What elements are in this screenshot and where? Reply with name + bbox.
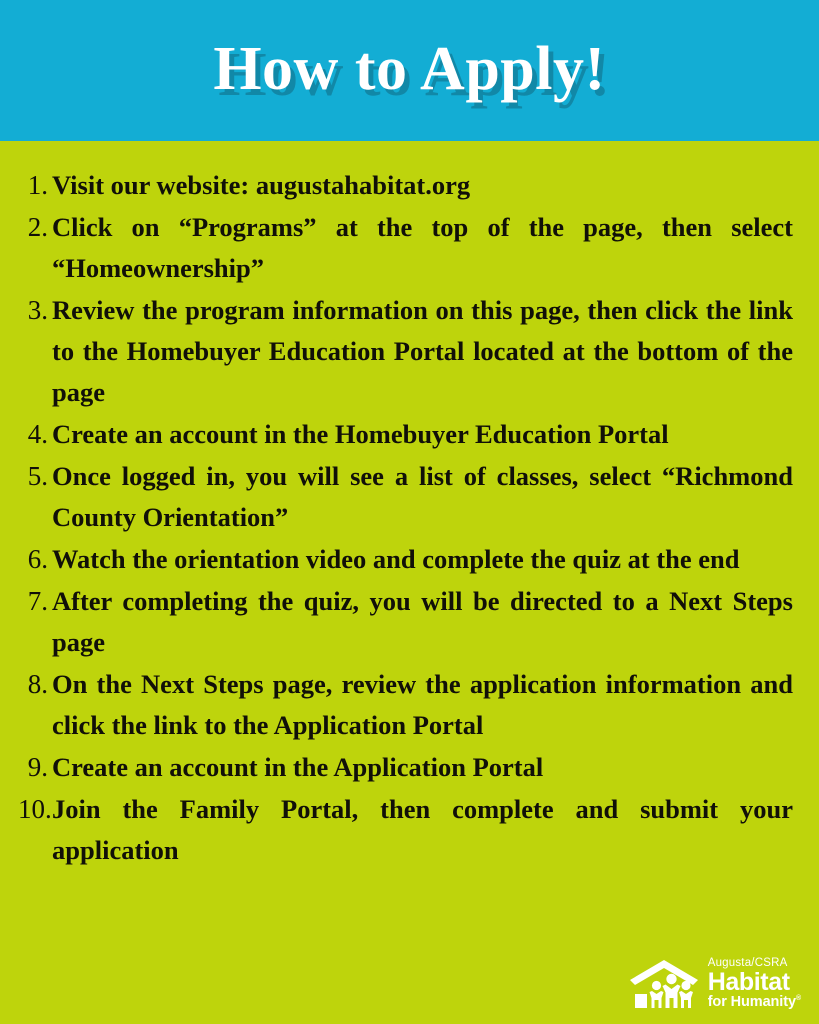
step-text: Review the program information on this page, then click the link to the Homebuyer Education Portal located at the bottom of the page — [52, 295, 793, 407]
step-number: 7. — [27, 586, 48, 616]
step-text: Create an account in the Homebuyer Education Portal — [52, 419, 669, 449]
step-text: Once logged in, you will see a list of classes, select “Richmond County Orientation” — [52, 461, 793, 532]
step-text: Join the Family Portal, then complete and submit your application — [52, 794, 793, 865]
steps-section — [0, 141, 819, 1024]
step-number: 4. — [27, 419, 48, 449]
page-title: How to Apply! — [213, 34, 606, 103]
step-text: Click on “Programs” at the top of the page, then select “Homeownership” — [52, 212, 793, 283]
step-text: After completing the quiz, you will be directed to a Next Steps page — [52, 586, 793, 657]
step-number: 3. — [27, 295, 48, 325]
list-item — [18, 165, 793, 206]
list-item — [18, 747, 793, 788]
list-item — [18, 789, 793, 871]
step-number: 6. — [27, 544, 48, 574]
list-item — [18, 207, 793, 289]
habitat-logo-wordmark — [708, 958, 801, 1010]
steps-list — [18, 165, 793, 871]
logo-brand-name: Habitat — [707, 967, 790, 996]
step-text: Create an account in the Application Portal — [52, 752, 544, 782]
logo-tagline — [708, 995, 801, 1010]
step-text: Watch the orientation video and complete the quiz at the end — [52, 544, 740, 574]
list-item — [18, 664, 793, 746]
list-item — [18, 456, 793, 538]
step-number: 2. — [27, 212, 48, 242]
habitat-logo — [627, 958, 801, 1010]
step-number: 1. — [27, 170, 48, 200]
list-item — [18, 581, 793, 663]
step-number: 8. — [27, 669, 48, 699]
step-number: 9. — [27, 752, 48, 782]
logo-affiliate-name: Augusta/CSRA — [707, 957, 788, 970]
list-item — [18, 290, 793, 413]
poster-header-band — [0, 0, 819, 141]
habitat-house-people-icon — [627, 958, 701, 1010]
registered-trademark-icon: ® — [795, 995, 801, 1003]
step-text: On the Next Steps page, review the application information and click the link to the Application Portal — [52, 669, 793, 740]
list-item — [18, 414, 793, 455]
step-text: Visit our website: augustahabitat.org — [52, 170, 471, 200]
logo-tagline-text: for Humanity — [707, 994, 796, 1011]
list-item — [18, 539, 793, 580]
step-number: 10. — [18, 794, 52, 824]
step-number: 5. — [27, 461, 48, 491]
